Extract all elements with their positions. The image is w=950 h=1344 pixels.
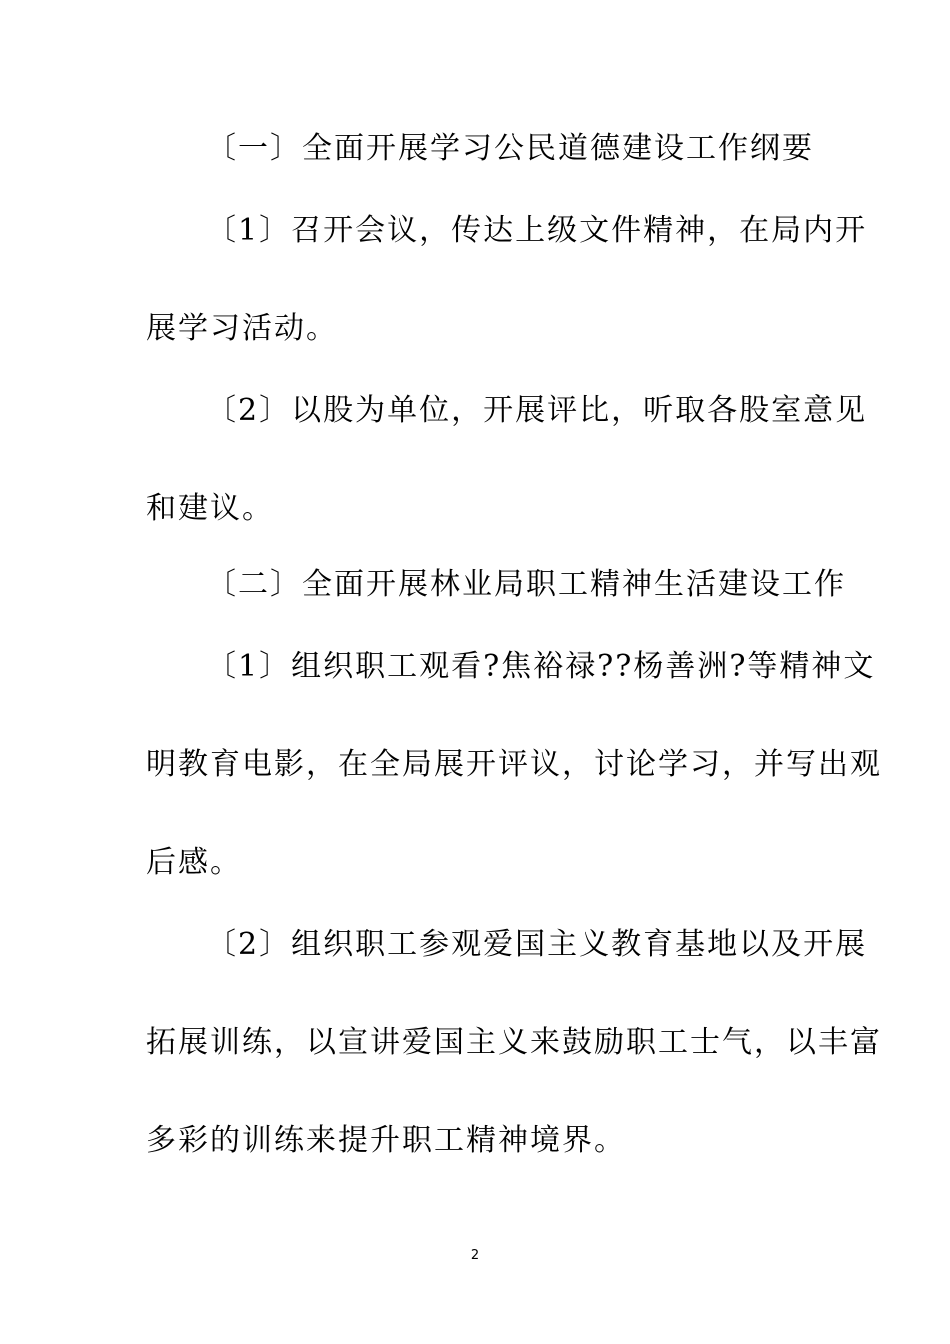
paragraph-line: 和建议。 — [146, 491, 274, 526]
paragraph-line: 〔1〕组织职工观看?焦裕禄??杨善洲?等精神文 — [206, 649, 876, 684]
paragraph-line: 后感。 — [146, 845, 242, 880]
paragraph-line: 拓展训练，以宣讲爱国主义来鼓励职工士气，以丰富 — [146, 1025, 882, 1060]
paragraph-line: 明教育电影，在全局展开评议，讨论学习，并写出观 — [146, 747, 882, 782]
paragraph-line: 〔2〕组织职工参观爱国主义教育基地以及开展 — [206, 927, 868, 962]
section-heading-2: 〔二〕全面开展林业局职工精神生活建设工作 — [206, 567, 846, 602]
paragraph-line: 〔2〕以股为单位，开展评比，听取各股室意见 — [206, 393, 868, 428]
section-heading-1: 〔一〕全面开展学习公民道德建设工作纲要 — [206, 131, 814, 166]
page-number: 2 — [470, 1248, 480, 1263]
paragraph-line: 多彩的训练来提升职工精神境界。 — [146, 1123, 626, 1158]
paragraph-line: 展学习活动。 — [146, 311, 338, 346]
paragraph-line: 〔1〕召开会议，传达上级文件精神，在局内开 — [206, 213, 868, 248]
